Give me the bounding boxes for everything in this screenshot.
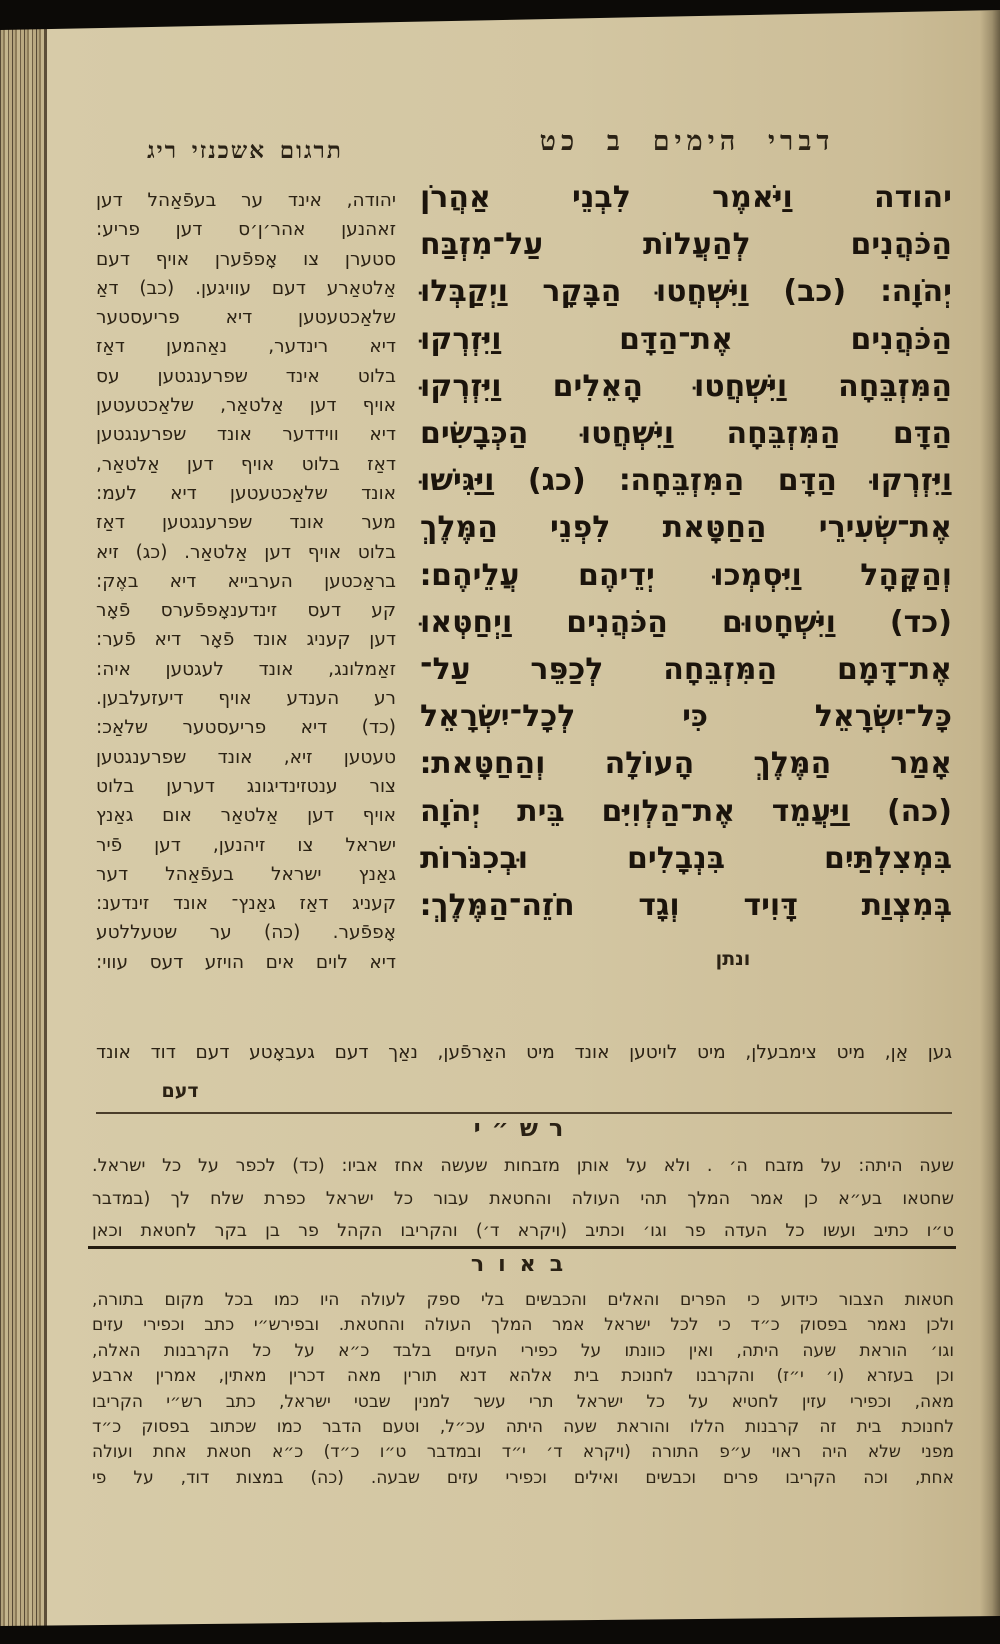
biur-commentary-line: לחנוכת בית זה קרבנות הללו והוראת שעה היתה עכ״ל, וטעם הדבר כמו שכתוב בפסוק כ״ד — [92, 1417, 954, 1438]
biblical-text-line: הַכֹּהֲנִים לְהַעֲלוֹת עַל־מִזְבַּח — [420, 227, 952, 263]
biur-commentary-line: וגו׳ הוראת שעה היתה, ואין כוונתו על כפירי העזים בלבד כ״א על כל הקרבנות האלה, — [92, 1340, 954, 1361]
biblical-text-line: יְהֹוָה׃ (כב) וַיִּשְׁחֲטוּ הַבָּקָר וַיְקַבְּלוּ — [420, 274, 952, 310]
targum-text-line: אויף דען אַלטאַר אום גאַנץ — [96, 805, 396, 827]
targum-text-line: בראַכטען הערבייא דיא באֶק: — [96, 570, 396, 592]
biblical-text-line: כָּל־יִשְׂרָאֵל כִּי לְכָל־יִשְׂרָאֵל — [420, 699, 952, 735]
biur-section-title: באור — [470, 1252, 578, 1277]
catchword-biblical-text: ונתן — [715, 948, 751, 970]
biur-commentary-text — [92, 1288, 954, 1491]
targum-text-line: (כד) דיא פריעסטער שלאַכ: — [96, 717, 396, 739]
targum-text-line: סטערן צו אָפפֿערן אויף דעם — [96, 248, 396, 270]
targum-text-line: קעניג דאַז גאַנץ־ אונד זינדענ: — [96, 893, 396, 915]
targum-text-line: אָפפֿער. (כה) ער שטעללטע — [96, 922, 396, 944]
biblical-text-line: אָמַר הַמֶּלֶךְ הָעוֹלָה וְהַחַטָּאת׃ — [420, 746, 952, 782]
biur-commentary-line: ולכן נאמר בפסוק כ״ד כי לכל ישראל אמר המלך העולה והחטאת. ובפירש״י כתב וכפירי עזים — [92, 1315, 954, 1336]
biblical-text-line: (כד) וַיִּשְׁחָטוּם הַכֹּהֲנִים וַיְחַטְּאוּ — [420, 604, 952, 640]
biblical-text-line: וַיִּזְרְקוּ הַדָּם הַמִּזְבֵּחָה׃ (כג) וַיַּגִּישׁוּ — [420, 463, 952, 499]
biblical-text-line: יהודה וַיֹּאמֶר לִבְנֵי אַהֲרֹן — [420, 180, 952, 215]
targum-text-line: בלוט אינד שפרענגטען עס — [96, 365, 396, 387]
targum-text-line: אַלטאַרע דעם עוויגען. (כב) דאַ — [96, 277, 396, 299]
biur-commentary-line: וכן בעזרא (ו׳ י״ז) והקרבנו לחנוכת בית אלהא דנא תורין מאה דכרין מאתין, אמרין ארבע — [92, 1366, 954, 1387]
running-header-targum-page-number: תרגום אשכנזי ריג — [147, 138, 343, 163]
biur-commentary-line: מאה, וכפירי עזין לחטיא על כל ישראל תרי עשר למנין שבטי ישראל, כתב רש״י הקריבו — [92, 1391, 954, 1412]
rashi-section-title: רש״י — [473, 1114, 575, 1142]
targum-text-line: בלוט אויף דען אַלטאַר. (כג) זיא — [96, 541, 396, 563]
biur-commentary-line: חטאות הצבור כידוע כי הפרים והאלים והכבשים בלי ספק לעולה היו כמו בכל מקום בתורה, — [92, 1290, 954, 1310]
biur-commentary-line: אחת, וכה הקריבו פרים וכבשים ואילים וכפירי עזים שבעה. (כה) במצות דוד, על פי — [92, 1467, 954, 1488]
targum-text-line: טעטען זיא, אונד שפרענגטען — [96, 746, 396, 768]
biblical-text-line: אֶת־דָּמָם הַמִּזְבֵּחָה לְכַפֵּר עַל־ — [420, 652, 952, 688]
targum-text-line: אונד שלאַכטעטען דיא לעמ: — [96, 482, 396, 504]
targum-ashkenazi-column — [96, 186, 396, 977]
biblical-text-line: בְּמִצְוַת דָּוִיד וְגָד חֹזֵה־הַמֶּלֶךְ׃ — [420, 888, 952, 924]
biblical-text-line: בִּמְצִלְתַּיִם בִּנְבָלִים וּבְכִנֹּרוֹת — [420, 840, 952, 876]
rashi-commentary-line: שחטאו בע״א כן אמר המלך תהי העולה והחטאת עבור כל ישראל כפרת שלח לך (במדבר — [92, 1188, 954, 1209]
targum-text-line: ישראל צו זיהנען, דען פֿיר — [96, 834, 396, 856]
biblical-text-line: הַדָּם הַמִּזְבֵּחָה וַיִּשְׁחֲטוּ הַכְּבָשִׂים — [420, 416, 952, 452]
biur-commentary-line: מפני שלא היה ראוי ע״פ התורה (ויקרא ד׳ י״ד ובמדבר ט״ו כ״ד) כ״א חטאת אחת ועולה — [92, 1442, 954, 1463]
targum-text-line: דיא רינדער, נאַהמען דאַז — [96, 336, 396, 358]
biblical-text-line: הַכֹּהֲנִים אֶת־הַדָּם וַיִּזְרְקוּ — [420, 321, 952, 357]
targum-text-line: יהודה, אינד ער בעפֿאַהל דען — [96, 190, 396, 211]
rashi-commentary-line: שעה היתה: על מזבח ה׳ . ולא על אותן מזבחות שעשה אחז אביו: (כד) לכפר על כל ישראל. — [92, 1156, 954, 1176]
rashi-commentary-line: ט״ו כתיב ועשו כל העדה פר וגו׳ וכתיב (ויקרא ד׳) והקריבו הקהל פר בן בקר לחטאת וכאן — [92, 1221, 954, 1241]
catchword-targum: דעם — [161, 1080, 199, 1102]
targum-text-line: דיא לוים אים הויזע דעס עווי: — [96, 951, 396, 973]
targum-text-line: דאַז בלוט אויף דען אַלטאַר, — [96, 453, 396, 475]
rashi-commentary-text — [92, 1150, 954, 1248]
biblical-text-line: אֶת־שְׂעִירֵי הַחַטָּאת לִפְנֵי הַמֶּלֶךְ — [420, 510, 952, 546]
targum-text-line: גאַנץ ישראל בעפֿאַהל דער — [96, 863, 396, 885]
running-header-book-chapter: דברי הימים ב כט — [539, 126, 835, 156]
targum-text-line: רע הענדע אויף דיעזעלבען. — [96, 688, 396, 710]
targum-text-line: זאַמלונג, אונד לעגטען איה: — [96, 658, 396, 680]
targum-text-line: דען קעניג אונד פֿאָר דיא פֿער: — [96, 629, 396, 651]
targum-full-width-line: גען אַן, מיט צימבעלן, מיט לויטען אונד מיט האַרפֿען, נאַך דעם געבאָטע דעם דוד אונד — [96, 1042, 952, 1063]
biblical-text-line: (כה) וַיַּעֲמֵד אֶת־הַלְוִיִּם בֵּית יְהֹוָה — [420, 793, 952, 829]
biblical-text-line: וְהַקָּהָל וַיִּסְמְכוּ יְדֵיהֶם עֲלֵיהֶם׃ — [420, 557, 952, 593]
targum-text-line: צור ענטזינדיגונג דערען בלוט — [96, 775, 396, 797]
biblical-text-column — [420, 174, 952, 929]
targum-text-line: שלאַכטעטען דיא פריעסטער — [96, 307, 396, 329]
targum-text-line: דיא ווידדער אונד שפרענגטען — [96, 424, 396, 446]
biblical-text-line: הַמִּזְבֵּחָה וַיִּשְׁחֲטוּ הָאֵלִים וַיִּזְרְקוּ — [420, 368, 952, 404]
targum-text-line: קע דעס זינדענאָפפֿערס פֿאָר — [96, 600, 396, 622]
page-right-edge-shadow — [980, 0, 1000, 1644]
targum-text-line: אויף דען אַלטאַר, שלאַכטעטען — [96, 395, 396, 417]
targum-text-line: זאהנען אהר׳ן׳ס דען פריע: — [96, 219, 396, 241]
section-divider-thick — [88, 1246, 956, 1249]
targum-text-line: מער אונד שפרענגטען דאַז — [96, 512, 396, 534]
